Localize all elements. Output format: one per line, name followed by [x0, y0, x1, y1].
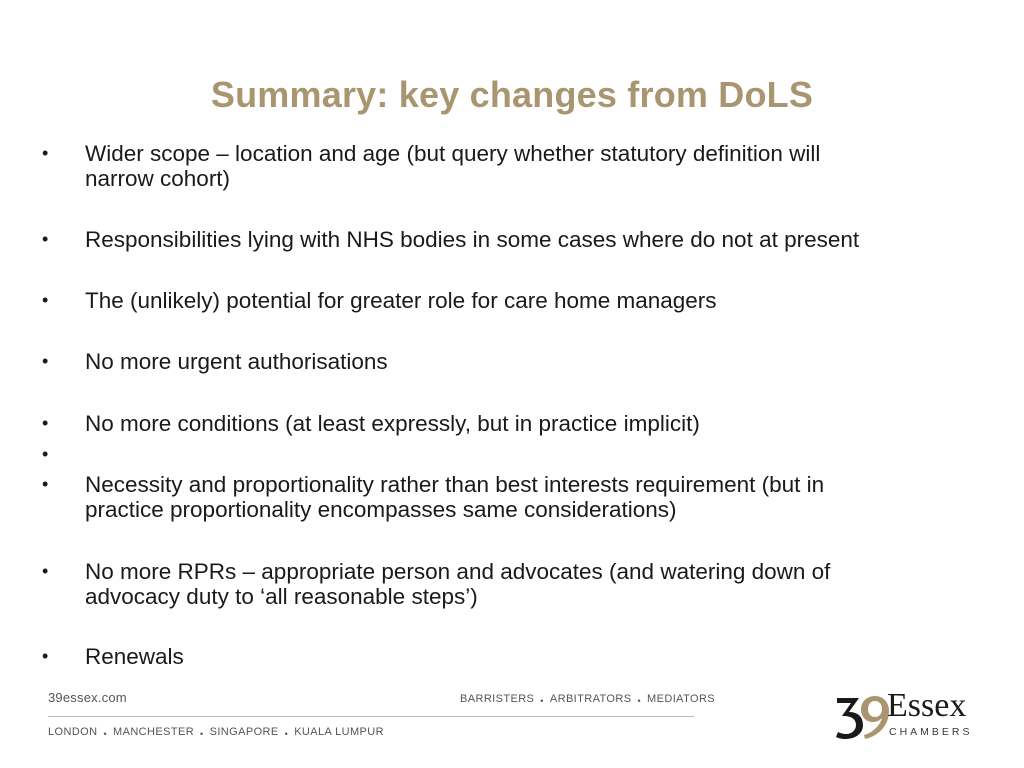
- bullet-marker: •: [42, 474, 49, 494]
- footer-website: 39essex.com: [48, 690, 127, 705]
- bullet-text: [85, 559, 940, 609]
- slide-title: Summary: key changes from DoLS: [210, 74, 814, 115]
- bullet-text: [85, 288, 940, 313]
- footer-divider: [48, 716, 694, 717]
- bullet-marker: •: [42, 413, 49, 433]
- bullet-line: Necessity and proportionality rather than best interests requirement (but in: [85, 472, 825, 497]
- bullet-text: [85, 472, 940, 522]
- bullet-line: narrow cohort): [85, 166, 231, 191]
- bullet-text: [85, 141, 940, 191]
- footer-cities: [48, 726, 384, 738]
- bullet-text: [85, 411, 940, 436]
- essex-chambers-logo: [835, 687, 985, 742]
- bullet-line: advocacy duty to ‘all reasonable steps’): [85, 584, 478, 609]
- bullet-line: Renewals: [85, 644, 184, 669]
- bullet-item-wider-scope: [40, 141, 940, 191]
- logo-mark-icon: [835, 692, 889, 740]
- bullet-line: No more conditions (at least expressly, but in practice implicit): [85, 411, 700, 436]
- logo-name: Essex: [887, 687, 967, 724]
- bullet-marker: •: [42, 351, 49, 371]
- footer-city: LONDON: [48, 726, 98, 738]
- bullet-text: [85, 227, 940, 252]
- bullet-line: Responsibilities lying with NHS bodies in some cases where do not at present: [85, 227, 860, 252]
- footer-role: MEDIATORS: [647, 693, 716, 705]
- bullet-item-empty: [40, 442, 940, 467]
- footer-city: KUALA LUMPUR: [294, 726, 384, 738]
- bullet-line: No more RPRs – appropriate person and advocates (and watering down of: [85, 559, 831, 584]
- bullet-item-care-home-managers: [40, 288, 940, 313]
- bullet-marker: •: [42, 444, 49, 464]
- bullet-item-conditions: [40, 411, 940, 436]
- footer-roles: [460, 693, 715, 705]
- bullet-marker: •: [42, 290, 49, 310]
- bullet-text: [85, 349, 940, 374]
- footer-separator: •: [284, 729, 289, 739]
- logo-subtitle: CHAMBERS: [889, 726, 973, 738]
- footer-role: ARBITRATORS: [549, 693, 632, 705]
- bullet-item-rprs: [40, 559, 940, 609]
- bullet-text: [85, 644, 940, 669]
- bullet-item-nhs-bodies: [40, 227, 940, 252]
- footer-role: BARRISTERS: [460, 693, 535, 705]
- bullet-item-renewals: [40, 644, 940, 669]
- bullet-marker: •: [42, 229, 49, 249]
- bullet-line: No more urgent authorisations: [85, 349, 388, 374]
- bullet-marker: •: [42, 561, 49, 581]
- footer-separator: •: [637, 696, 642, 706]
- bullet-line: The (unlikely) potential for greater role for care home managers: [85, 288, 717, 313]
- bullet-line: Wider scope – location and age (but query whether statutory definition will: [85, 141, 821, 166]
- bullet-item-necessity-proportionality: [40, 472, 940, 522]
- footer-separator: •: [103, 729, 108, 739]
- footer-city: MANCHESTER: [113, 726, 195, 738]
- bullet-line: practice proportionality encompasses same considerations): [85, 497, 677, 522]
- footer-separator: •: [200, 729, 204, 739]
- bullet-marker: •: [42, 143, 49, 163]
- bullet-marker: •: [42, 646, 49, 666]
- bullet-item-urgent-authorisations: [40, 349, 940, 374]
- footer-separator: •: [540, 696, 544, 706]
- footer-city: SINGAPORE: [209, 726, 279, 738]
